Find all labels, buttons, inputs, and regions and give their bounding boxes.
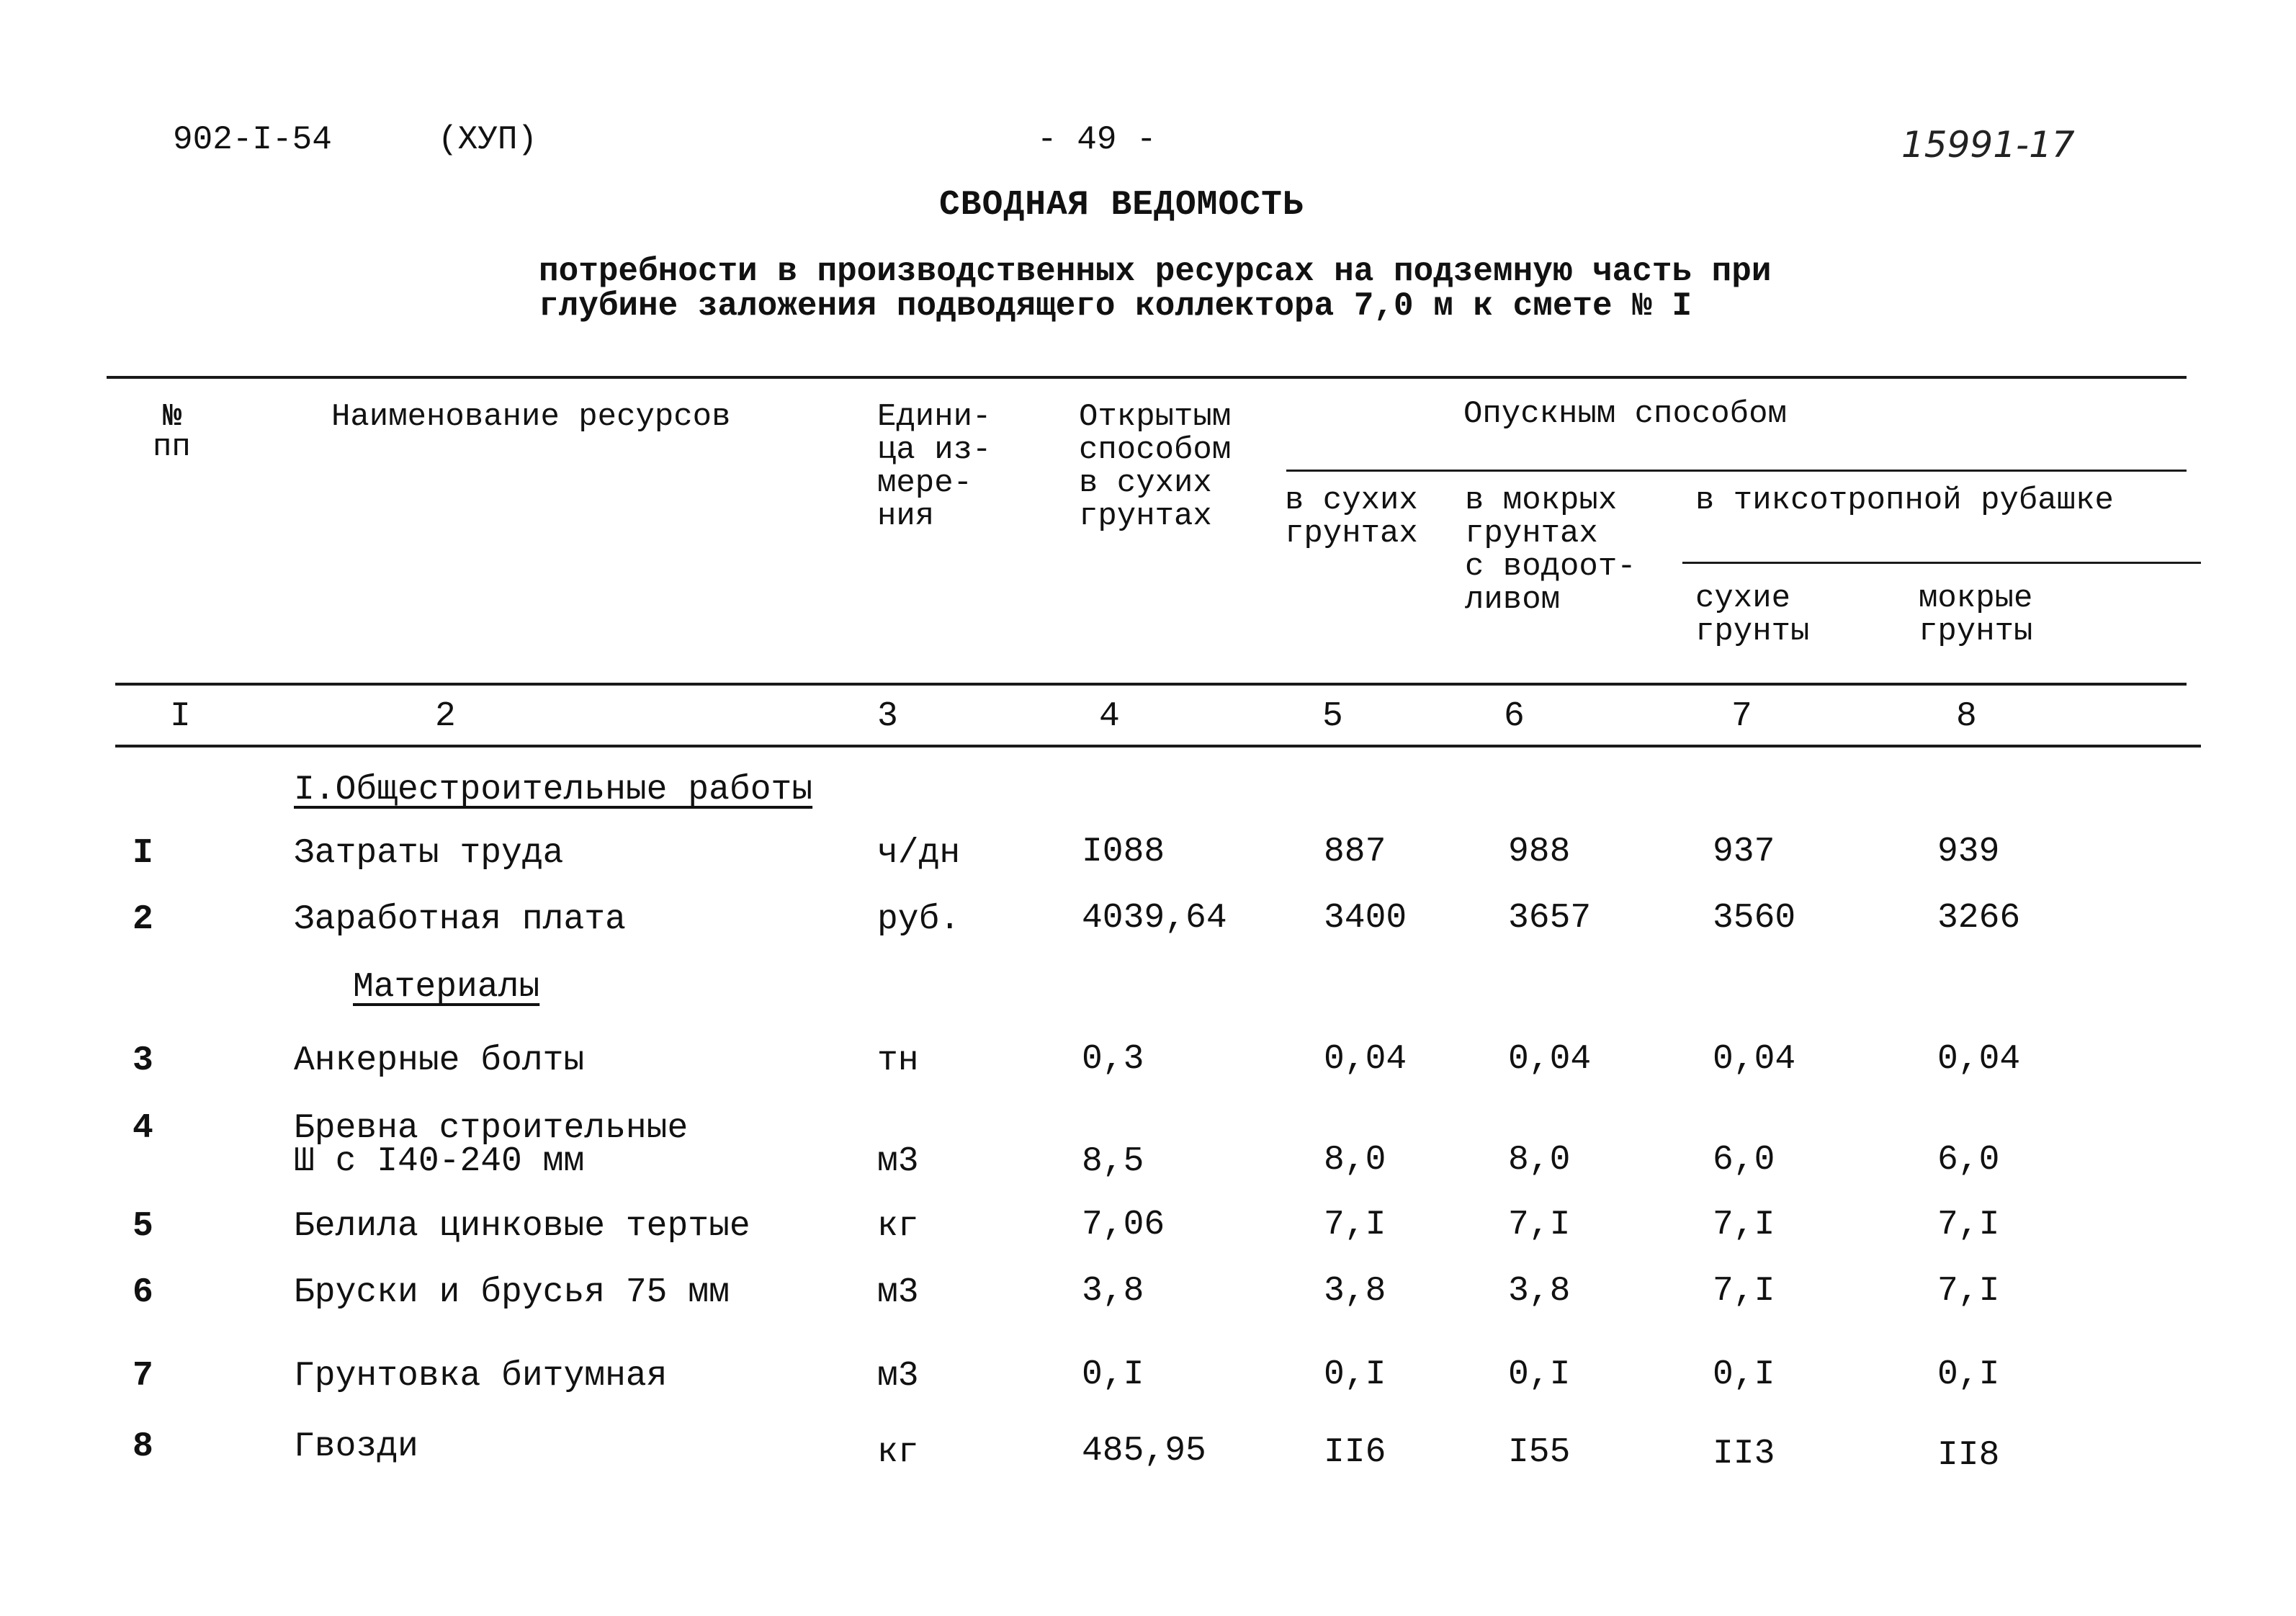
- column-number: 2: [435, 697, 456, 736]
- header-bottom-rule: [115, 683, 2187, 686]
- page-title: СВОДНАЯ ВЕДОМОСТЬ: [939, 186, 1304, 225]
- caisson-group-rule: [1286, 470, 2187, 472]
- value-open-dry: I088: [1082, 832, 1165, 871]
- value-thixo-wet: 7,I: [1937, 1272, 2000, 1311]
- row-number: 8: [133, 1427, 153, 1466]
- value-caisson-wet: 0,I: [1508, 1355, 1571, 1394]
- value-caisson-wet: 988: [1508, 832, 1571, 871]
- header-wet-4: ливом: [1465, 582, 1561, 618]
- value-caisson-dry: 3,8: [1324, 1272, 1386, 1311]
- subtitle-line-1: потребности в производственных ресурсах на подземную часть при: [539, 253, 1772, 290]
- row-number: I: [133, 834, 153, 873]
- column-number: 6: [1504, 697, 1525, 736]
- document-code: 902-I-54: [173, 121, 332, 158]
- resource-name-line-2: Ш с I40-240 мм: [294, 1142, 585, 1181]
- value-thixo-dry: 6,0: [1713, 1141, 1775, 1180]
- thixo-group-rule: [1682, 562, 2201, 564]
- value-thixo-dry: 937: [1713, 832, 1775, 871]
- row-number: 7: [133, 1357, 153, 1396]
- value-thixo-dry: 0,I: [1713, 1355, 1775, 1394]
- value-thixo-dry: 0,04: [1713, 1040, 1796, 1079]
- value-caisson-dry: 887: [1324, 832, 1386, 871]
- value-thixo-wet: 3266: [1937, 899, 2021, 938]
- table-top-rule: [107, 376, 2187, 379]
- column-number: 3: [877, 697, 898, 736]
- value-thixo-dry: 3560: [1713, 899, 1796, 938]
- resource-name: Белила цинковые тертые: [294, 1207, 750, 1246]
- header-num-pp: пп: [153, 429, 191, 465]
- header-open-4: грунтах: [1079, 498, 1212, 534]
- column-number: 7: [1731, 697, 1752, 736]
- resource-name: Затраты труда: [294, 834, 564, 873]
- unit: тн: [877, 1041, 919, 1080]
- value-thixo-wet: 939: [1937, 832, 2000, 871]
- value-thixo-wet: 6,0: [1937, 1141, 2000, 1180]
- document-part: (ХУП): [438, 121, 538, 158]
- value-caisson-dry: 0,I: [1324, 1355, 1386, 1394]
- resource-name: Заработная плата: [294, 900, 626, 939]
- value-thixo-wet: 0,I: [1937, 1355, 2000, 1394]
- unit: м3: [877, 1357, 919, 1396]
- header-thixo-wet-1: мокрые: [1919, 580, 2033, 616]
- page-number: - 49 -: [1037, 121, 1157, 158]
- column-number: I: [170, 697, 191, 736]
- value-caisson-wet: 7,I: [1508, 1206, 1571, 1244]
- header-unit-3: мере-: [877, 465, 973, 501]
- row-number: 5: [133, 1207, 153, 1246]
- value-open-dry: 485,95: [1082, 1432, 1206, 1471]
- resource-name: Анкерные болты: [294, 1041, 585, 1080]
- header-unit-1: Едини-: [877, 399, 992, 435]
- value-open-dry: 8,5: [1082, 1142, 1144, 1181]
- header-wet-1: в мокрых: [1465, 482, 1618, 519]
- header-resource-name: Наименование ресурсов: [331, 399, 731, 435]
- row-number: 6: [133, 1273, 153, 1312]
- section-heading-materials: Материалы: [353, 968, 540, 1007]
- header-num-symbol: №: [163, 399, 182, 435]
- header-unit-4: ния: [877, 498, 935, 534]
- header-thixo-dry-1: сухие: [1695, 580, 1791, 616]
- resource-name: Гвозди: [294, 1427, 418, 1466]
- column-number: 5: [1322, 697, 1343, 736]
- header-thixo-wet-2: грунты: [1919, 614, 2033, 650]
- value-caisson-wet: 3657: [1508, 899, 1592, 938]
- header-unit-2: ца из-: [877, 432, 992, 468]
- header-thixo-dry-2: грунты: [1695, 614, 1810, 650]
- sheet-number: 15991-17: [1901, 124, 2075, 166]
- value-thixo-wet: 7,I: [1937, 1206, 2000, 1244]
- value-open-dry: 7,06: [1082, 1206, 1165, 1244]
- value-caisson-dry: 7,I: [1324, 1206, 1386, 1244]
- column-number: 8: [1956, 697, 1977, 736]
- resource-name: Бруски и брусья 75 мм: [294, 1273, 730, 1312]
- value-thixo-wet: II8: [1937, 1436, 2000, 1475]
- value-caisson-dry: 0,04: [1324, 1040, 1407, 1079]
- value-caisson-wet: 3,8: [1508, 1272, 1571, 1311]
- header-caisson-method: Опускным способом: [1463, 396, 1787, 432]
- row-number: 2: [133, 900, 153, 939]
- row-number: 3: [133, 1041, 153, 1080]
- value-open-dry: 4039,64: [1082, 899, 1227, 938]
- unit: кг: [877, 1433, 919, 1472]
- value-thixo-dry: II3: [1713, 1435, 1775, 1473]
- value-caisson-wet: 0,04: [1508, 1040, 1592, 1079]
- value-open-dry: 3,8: [1082, 1272, 1144, 1311]
- header-dry-1: в сухих: [1285, 482, 1418, 519]
- unit: м3: [877, 1273, 919, 1312]
- value-caisson-wet: I55: [1508, 1433, 1571, 1472]
- unit: м3: [877, 1142, 919, 1181]
- header-dry-2: грунтах: [1285, 516, 1418, 552]
- unit: кг: [877, 1207, 919, 1246]
- row-number: 4: [133, 1109, 153, 1148]
- value-caisson-dry: II6: [1324, 1433, 1386, 1472]
- header-thixotropic: в тиксотропной рубашке: [1695, 482, 2114, 519]
- section-heading-general-works: I.Общестроительные работы: [294, 771, 813, 809]
- header-open-1: Открытым: [1079, 399, 1232, 435]
- header-open-3: в сухих: [1079, 465, 1212, 501]
- value-thixo-dry: 7,I: [1713, 1206, 1775, 1244]
- column-number-rule: [115, 745, 2201, 748]
- value-caisson-dry: 8,0: [1324, 1141, 1386, 1180]
- unit: руб.: [877, 900, 961, 939]
- subtitle-line-2: глубине заложения подводящего коллектора 7,0 м к смете № I: [539, 287, 1692, 325]
- value-thixo-wet: 0,04: [1937, 1040, 2021, 1079]
- header-wet-2: грунтах: [1465, 516, 1598, 552]
- header-open-2: способом: [1079, 432, 1232, 468]
- value-caisson-dry: 3400: [1324, 899, 1407, 938]
- header-wet-3: с водоот-: [1465, 549, 1636, 585]
- value-thixo-dry: 7,I: [1713, 1272, 1775, 1311]
- value-open-dry: 0,I: [1082, 1355, 1144, 1394]
- value-caisson-wet: 8,0: [1508, 1141, 1571, 1180]
- value-open-dry: 0,3: [1082, 1040, 1144, 1079]
- resource-name: Бревна строительные: [294, 1109, 689, 1148]
- resource-name: Грунтовка битумная: [294, 1357, 668, 1396]
- unit: ч/дн: [877, 834, 961, 873]
- column-number: 4: [1099, 697, 1120, 736]
